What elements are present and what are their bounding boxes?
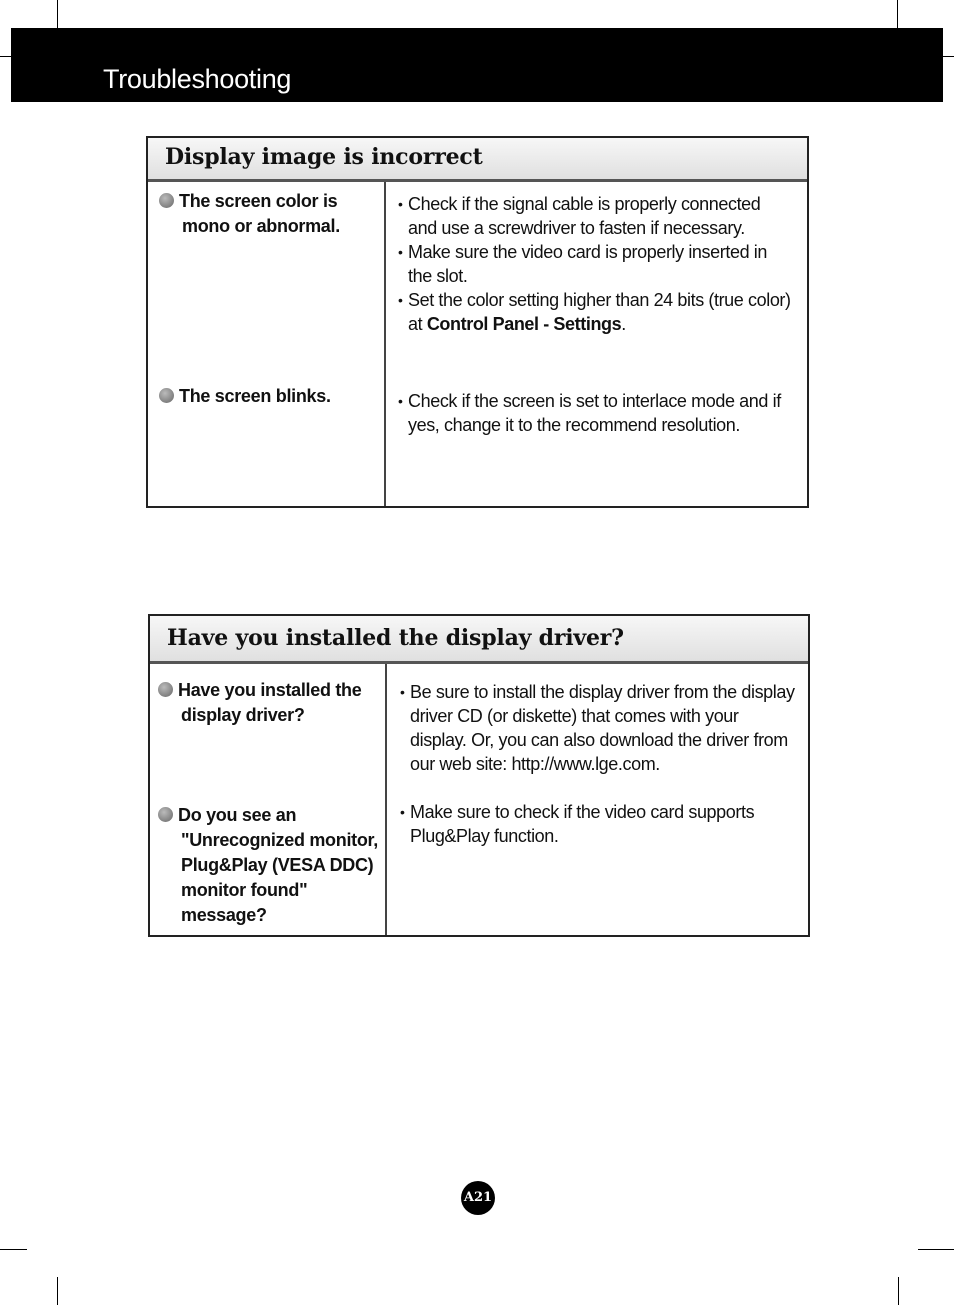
crop-mark — [898, 1277, 899, 1305]
solution-line: yes, change it to the recommend resolution. — [408, 415, 740, 435]
problem-driver-installed: Have you installed the display driver? — [178, 678, 361, 728]
column-divider — [384, 182, 386, 506]
problem-unrecognized-monitor: Do you see an "Unrecognized monitor, Plug&Play (VESA DDC) monitor found" message? — [178, 803, 378, 928]
solution-line: and use a screwdriver to fasten if necessary. — [408, 218, 745, 238]
crop-mark — [57, 0, 58, 28]
bullet-icon: • — [400, 684, 405, 700]
bullet-icon: • — [400, 804, 405, 820]
solution-line: Plug&Play function. — [410, 826, 559, 846]
crop-mark — [918, 1249, 954, 1250]
bullet-dot-icon — [159, 388, 174, 403]
solution-item: • Be sure to install the display driver from the display — [400, 682, 795, 702]
page-number-badge: A21 — [461, 1181, 495, 1215]
solution-screen-blinks — [398, 389, 781, 437]
bullet-icon: • — [398, 292, 403, 308]
crop-mark — [57, 1277, 58, 1305]
solution-item: • Make sure the video card is properly inserted in — [398, 242, 767, 262]
section-display-image — [146, 136, 809, 508]
solution-line: display. Or, you can also download the driver from — [410, 730, 788, 750]
section-header — [150, 616, 808, 664]
crop-mark — [943, 56, 954, 57]
solution-driver-installed — [400, 680, 795, 776]
section-title: Have you installed the display driver? — [167, 625, 624, 651]
problem-mono-color: The screen color is mono or abnormal. — [179, 189, 340, 239]
column-divider — [385, 664, 387, 935]
solution-item: • Set the color setting higher than 24 bits (true color) — [398, 290, 791, 310]
section-display-driver — [148, 614, 810, 937]
crop-mark — [897, 0, 898, 28]
bullet-dot-icon — [158, 682, 173, 697]
page-title: Troubleshooting — [103, 64, 292, 94]
bullet-icon: • — [398, 393, 403, 409]
solution-line: the slot. — [408, 266, 468, 286]
control-panel-settings-label: Control Panel - Settings — [426, 314, 622, 334]
bullet-icon: • — [398, 244, 403, 260]
bullet-dot-icon — [158, 807, 173, 822]
solution-line: our web site: http://www.lge.com. — [410, 754, 660, 774]
section-header — [148, 138, 807, 182]
crop-mark — [0, 1249, 27, 1250]
solution-unrecognized-monitor — [400, 800, 754, 848]
solution-item: • Check if the signal cable is properly connected — [398, 194, 761, 214]
solution-mono-color — [398, 192, 791, 336]
bullet-dot-icon — [159, 193, 174, 208]
problem-screen-blinks: The screen blinks. — [179, 384, 331, 409]
bullet-icon: • — [398, 196, 403, 212]
solution-line: driver CD (or diskette) that comes with your — [410, 706, 739, 726]
crop-mark — [0, 56, 11, 57]
section-title: Display image is incorrect — [165, 144, 483, 170]
solution-line: at Control Panel - Settings. — [408, 314, 626, 334]
solution-item: • Check if the screen is set to interlace mode and if — [398, 391, 781, 411]
solution-item: • Make sure to check if the video card supports — [400, 802, 755, 822]
